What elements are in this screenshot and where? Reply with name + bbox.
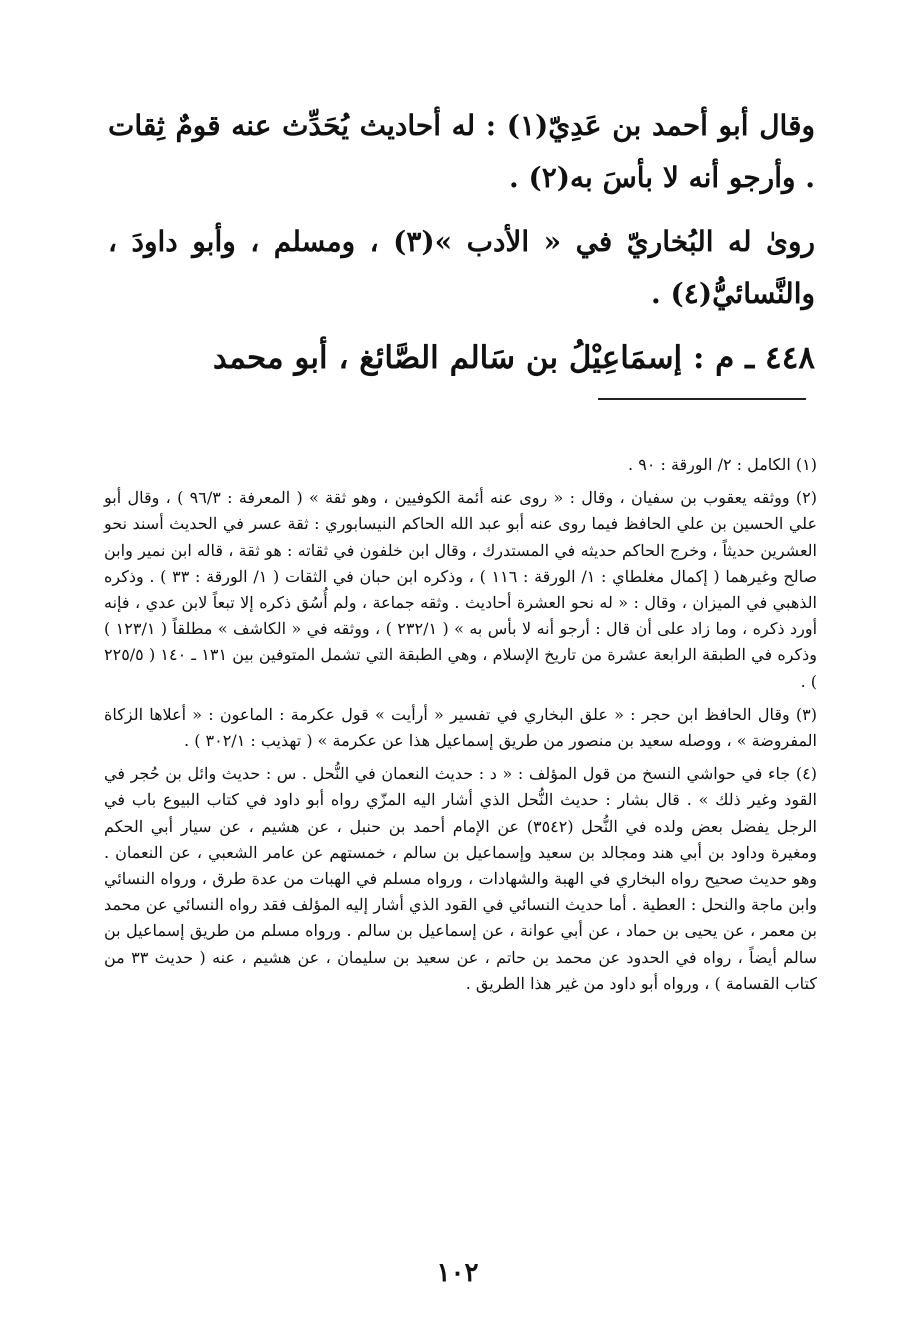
page-number: ١٠٢ (436, 1258, 479, 1288)
footnote-separator (598, 398, 806, 400)
footnote-2: (٢) ووثقه يعقوب بن سفيان ، وقال : « روى عنه أئمة الكوفيين ، وهو ثقة » ( المعرفة : ٩٦/٣ ) ، وقال أبو علي الحسين بن علي الحافظ فيما روى عنه أبو عبد الله الحاكم النيسابوري : ثقة عسر في الحديث أسند نحو العشرين حديثاً ، وخرج الحاكم حديثه في المستدرك ، وقال ابن خلفون في ثقاته : هو ثقة ، قاله ابن نمير وابن صالح وغيرهما ( إكمال مغلطاي : ١/ الورقة : ١١٦ ) ، وذكره ابن حبان في الثقات ( ١/ الورقة : ٣٣ ) . وذكره الذهبي في الميزان ، وقال : « له نحو العشرة أحاديث . وثقه جماعة ، ولم أُسُق ذكره إلا تبعاً لابن عدي ، فإنه أورد ذكره ، وما زاد على أن قال : أرجو أنه لا بأس به » ( ٢٣٢/١ ) ، ووثقه في « الكاشف » مطلقاً ( ١٢٣/١ ) وذكره في الطبقة الرابعة عشرة من تاريخ الإسلام ، وهي الطبقة التي تشمل المتوفين بين ١٣١ ـ ١٤٠ ( ٢٢٥/٥ ) . (104, 488, 818, 691)
footnote-3: (٣) وقال الحافظ ابن حجر : « علق البخاري في تفسير « أرأيت » قول عكرمة : الماعون : « أعلاها الزكاة المفروضة » ، ووصله سعيد بن منصور من طريق إسماعيل هذا عن عكرمة » ( تهذيب : ٣٠٢/١ ) . (104, 704, 818, 751)
footnote-4: (٤) جاء في حواشي النسخ من قول المؤلف : « د : حديث النعمان في النُّحل . س : حديث وائل بن حُجر في القود وغير ذلك » . قال بشار : حديث النُّحل الذي أشار اليه المزّي رواه أبو داود في كتاب البيوع باب في الرجل يفضل بعض ولده في النُّحل (٣٥٤٢) عن الإمام أحمد بن حنبل ، عن هشيم ، عن سيار أبي الحكم ومغيرة وداود بن أبي هند ومجالد بن سعيد وإسماعيل بن سالم ، خمستهم عن عامر الشعبي ، عن النعمان . وهو حديث صحيح رواه البخاري في الهبة والشهادات ، ورواه مسلم في الهبات من عدة طرق ، ورواه النسائي وابن ماجة والنحل : العطية . أما حديث النسائي في القود الذي أشار إليه المؤلف فقد رواه النسائي عن محمد بن معمر ، عن يحيى بن حماد ، عن أبي عوانة ، عن إسماعيل بن سالم . ورواه مسلم من طريق إسماعيل بن سالم أيضاً ، رواه في الحدود عن محمد بن حاتم ، عن سعيد بن سليمان ، عن هشيم ، عنه ( حديث ٣٣ من كتاب القسامة ) ، ورواه أبو داود من غير هذا الطريق . (104, 764, 817, 993)
entry-heading: ٤٤٨ ـ م : إسمَاعِيْلُ بن سَالم الصَّائغ ، أبو محمد (212, 340, 815, 376)
main-text (108, 100, 815, 396)
footnote-1: (١) الكامل : ٢/ الورقة : ٩٠ . (628, 455, 817, 474)
main-paragraph-1: وقال أبو أحمد بن عَدِيّ(١) : له أحاديث يُحَدِّث عنه قومٌ ثِقات . وأرجو أنه لا بأسَ به(٢) . (108, 109, 815, 194)
main-paragraph-2: روىٰ له البُخاريّ في « الأدب »(٣) ، ومسلم ، وأبو داودَ ، والنَّسائيُّ(٤) . (108, 225, 816, 310)
footnotes (104, 452, 817, 1004)
